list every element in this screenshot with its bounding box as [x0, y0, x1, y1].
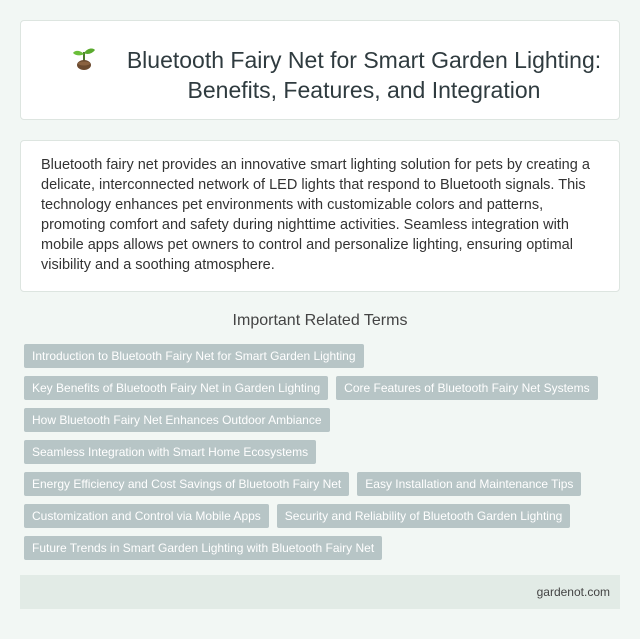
- related-term-tag[interactable]: Energy Efficiency and Cost Savings of Bluetooth Fairy Net: [24, 472, 349, 496]
- related-term-tag[interactable]: Seamless Integration with Smart Home Ecosystems: [24, 440, 316, 464]
- page-title: Bluetooth Fairy Net for Smart Garden Lighting: Benefits, Features, and Integration: [126, 47, 602, 103]
- related-term-tag[interactable]: Core Features of Bluetooth Fairy Net Systems: [336, 376, 597, 400]
- seedling-icon: [71, 45, 97, 75]
- related-term-tag[interactable]: Security and Reliability of Bluetooth Garden Lighting: [277, 504, 571, 528]
- description-card: [20, 140, 620, 292]
- tag-row: [20, 504, 620, 528]
- tag-row: [20, 440, 620, 464]
- footer-site-link[interactable]: gardenot.com: [536, 585, 610, 599]
- related-term-tag[interactable]: How Bluetooth Fairy Net Enhances Outdoor Ambiance: [24, 408, 330, 432]
- tag-row: [20, 472, 620, 496]
- related-terms-list: [20, 344, 620, 568]
- footer: [20, 575, 620, 609]
- related-term-tag[interactable]: Key Benefits of Bluetooth Fairy Net in Garden Lighting: [24, 376, 328, 400]
- related-term-tag[interactable]: Easy Installation and Maintenance Tips: [357, 472, 581, 496]
- tag-row: [20, 376, 620, 400]
- tag-row: [20, 536, 620, 560]
- title-card: [20, 20, 620, 120]
- tag-row: [20, 344, 620, 368]
- tag-row: [20, 408, 620, 432]
- title-wrap: [71, 45, 611, 105]
- description-text: Bluetooth fairy net provides an innovative smart lighting solution for pets by creating a delicate, interconnected network of LED lights that respond to Bluetooth signals. This technology enhances pet environments with customizable colors and patterns, promoting comfort and safety during nighttime activities. Seamless integration with mobile apps allows pet owners to control and personalize lighting, ensuring optimal visibility and a soothing atmosphere.: [41, 157, 590, 273]
- related-term-tag[interactable]: Customization and Control via Mobile Apps: [24, 504, 269, 528]
- related-term-tag[interactable]: Future Trends in Smart Garden Lighting with Bluetooth Fairy Net: [24, 536, 382, 560]
- related-terms-heading: Important Related Terms: [232, 312, 408, 329]
- related-term-tag[interactable]: Introduction to Bluetooth Fairy Net for Smart Garden Lighting: [24, 344, 364, 368]
